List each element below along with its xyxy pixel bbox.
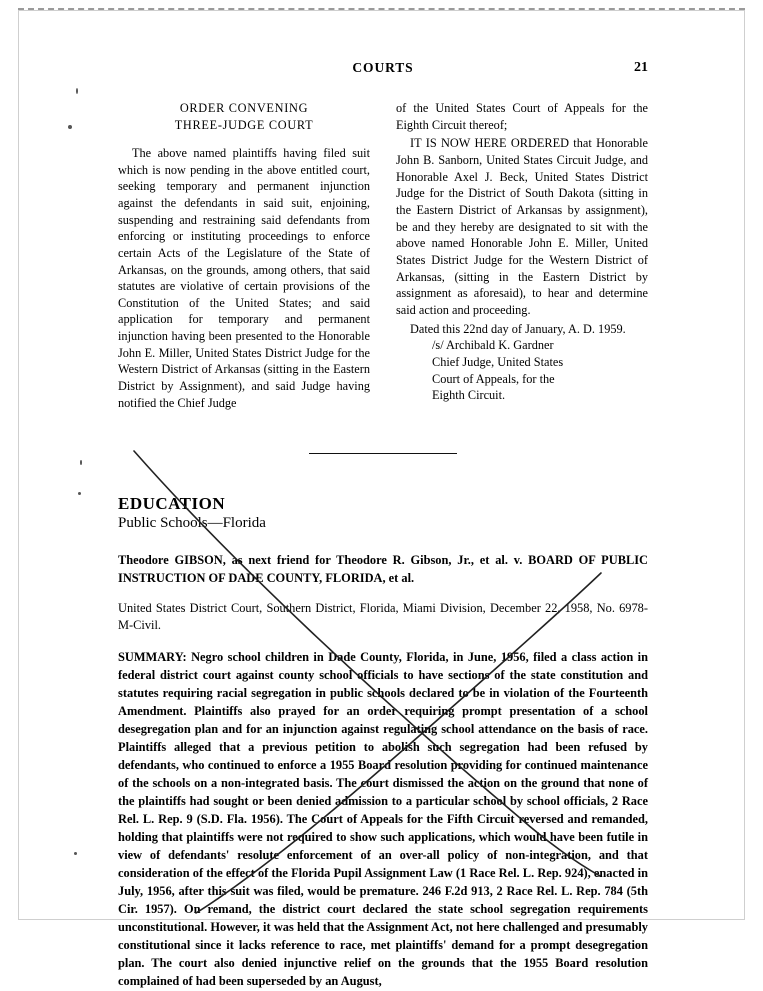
page-number: 21 [634,60,648,75]
scan-speck [76,88,78,94]
order-heading-line1: ORDER CONVENING [179,101,309,115]
summary-label: SUMMARY: [118,649,187,664]
scan-speck [78,492,81,495]
section-subtitle: Public Schools—Florida [118,515,266,532]
case-title: Theodore GIBSON, as next friend for Theodore R. Gibson, Jr., et al. v. BOARD OF PUBLIC INSTRUCTION OF DADE COUNTY, FLORIDA, et al. [118,553,648,586]
running-head-title: COURTS [352,60,414,75]
order-dated-line: Dated this 22nd day of January, A. D. 1959. [410,321,626,336]
summary-text: Negro school children in Dade County, Florida, in June, 1956, filed a class action in federal district court against county school officials to have sections of the state constitution and statutes requiring racial segregation in public schools declared to be in violation of the Fourteenth Amendment. Plaintiffs also prayed for an order requiring prompt presentation of a school desegregation plan and for an injunction against regulating school attendance on the basis of race. Plaintiffs alleged that a previous petition to abolish such segregation had been refused by defendants, who continued to enforce a 1955 Board resolution providing for continued maintenance of the schools on a non-integrated basis. The court dismissed the action on the ground that none of the plaintiffs had sought or been denied admission to a particular school by school officials, 2 Race Rel. L. Rep. 9 (S.D. Fla. 1956). The Court of Appeals for the Fifth Circuit reversed and remanded, holding that plaintiffs were not required to show such applications, which would have been futile in view of defendants' resolute enforcement of an over-all policy of non-integration, and that consideration of the effect of the Florida Pupil Assignment Law (1 Race Rel. L. Rep. 924), enacted in July, 1956, after this suit was filed, would be premature. 246 F.2d 913, 2 Race Rel. L. Rep. 784 (5th Cir. 1957). On remand, the district court declared the state school segregation requirements unconstitutional. However, it was held that the Assignment Act, not here challenged and presumably constitutional since it lacks reference to race, met plaintiffs' demand for a prompt desegregation plan. The court also denied injunctive relief on the grounds that the 1955 Board resolution complained of had been superseded by an August, [118,649,648,988]
column-right [396,100,648,413]
order-left-paragraph: The above named plaintiffs having filed suit which is now pending in the above entitled court, seeking temporary and permanent injunction against the defendants in said suit, enjoining, suspending and restraining said defendants from enforcing or instituting proceedings to enforce certain Acts of the Legislature of the State of Arkansas, on the grounds, among others, that said statutes are violative of certain provisions of the Constitution of the United States; and said application for temporary and permanent injunction having been presented to the Honorable John E. Miller, United States District Judge for the Western District of Arkansas (sitting in the Eastern District by Assignment), and said Judge having notified the Chief Judge [118,145,370,410]
court-citation-line: United States District Court, Southern District, Florida, Miami Division, December 22, 1958, No. 6978-M-Civil. [118,600,648,633]
order-signature-title-line1: Chief Judge, United States [432,354,564,369]
order-right-ordered-paragraph: IT IS NOW HERE ORDERED that Honorable John B. Sanborn, United States Circuit Judge, and Honorable Axel J. Beck, United States District Judge for the District of South Dakota (sitting in the Eastern District of Arkansas by assignment), be and they hereby are designated to sit with the above named Honorable John E. Miller, United States District Judge for the Western District of Arkansas, (sitting in the Eastern District by assignment as aforesaid), to hear and determine said action and proceeding. [396,136,648,317]
order-signature-title-line3: Eighth Circuit. [432,388,506,403]
section-divider-rule [309,453,457,454]
order-right-continuation: of the United States Court of Appeals for the Eighth Circuit thereof; [396,101,648,132]
running-head [118,60,648,82]
order-signature-title-line2: Court of Appeals, for the [432,371,555,386]
order-heading-line2: THREE-JUDGE COURT [174,118,314,133]
scan-speck [68,125,72,129]
scan-speck [74,852,77,855]
two-column-block [118,100,648,413]
order-heading [118,100,370,135]
scan-speck [80,460,82,465]
column-left [118,100,370,413]
order-signature: /s/ Archibald K. Gardner [432,338,554,353]
order-signature-block [396,321,648,404]
case-summary [118,649,648,991]
page-content [118,60,648,991]
section-title: EDUCATION [118,494,226,514]
